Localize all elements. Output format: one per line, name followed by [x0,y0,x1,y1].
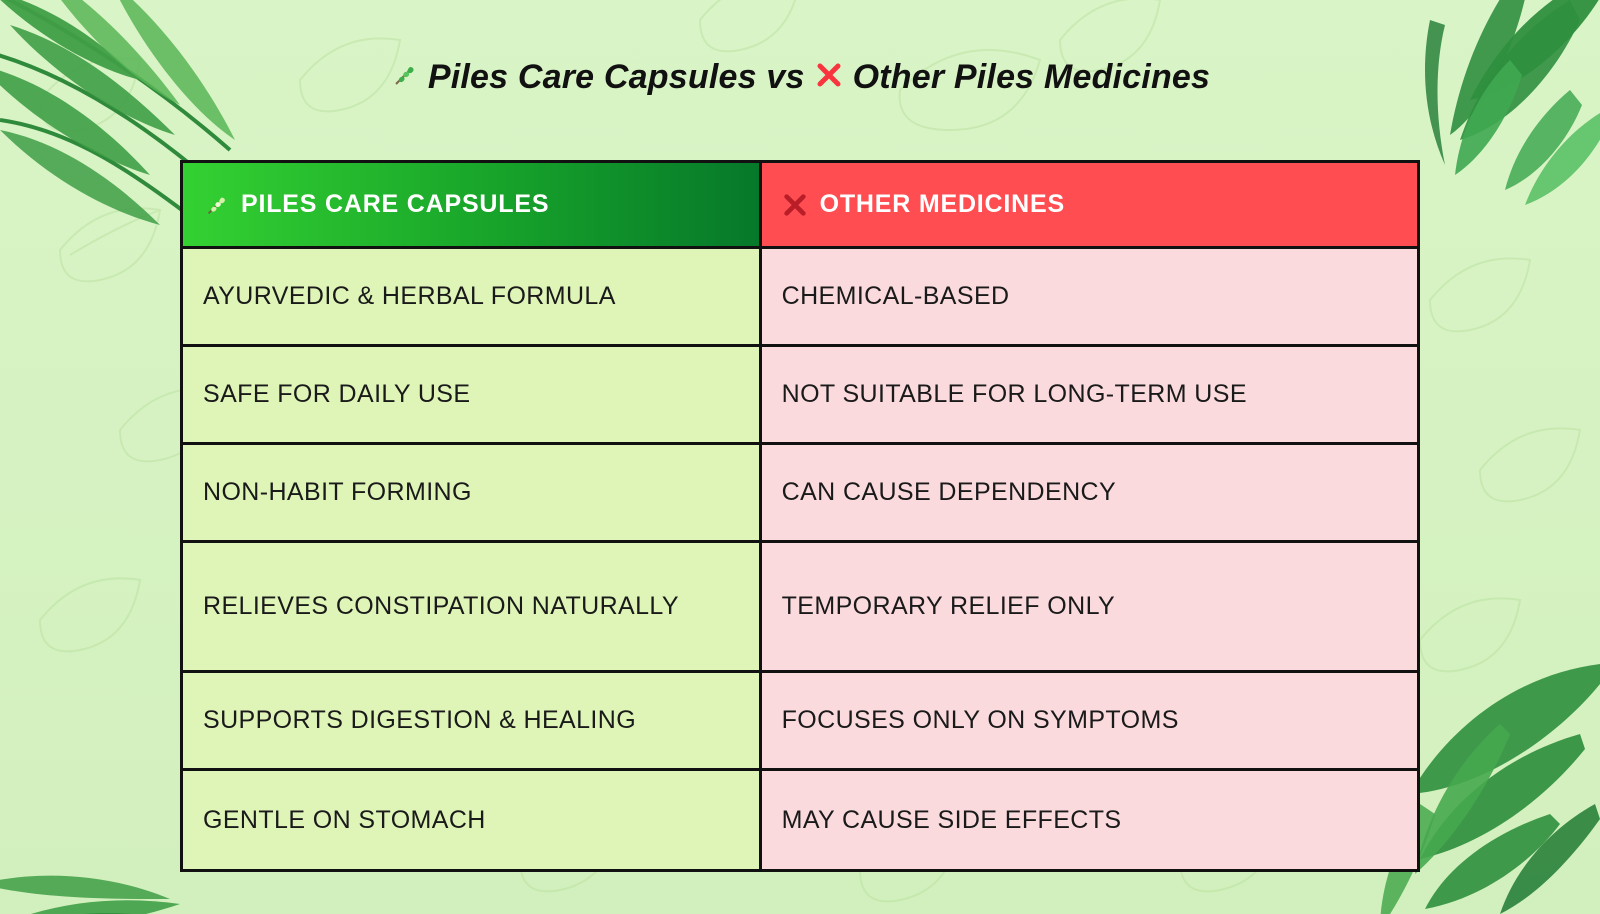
table-row [183,673,1417,771]
page-title-right: Other Piles Medicines [852,58,1211,96]
row-cell-left: NON-HABIT FORMING [183,445,762,543]
red-cross-mark-icon [782,192,808,218]
row-cell-left: SUPPORTS DIGESTION & HEALING [183,673,762,771]
row-cell-left: AYURVEDIC & HERBAL FORMULA [183,249,762,347]
header-label-right: OTHER MEDICINES [819,190,1065,218]
header-label-left: PILES CARE CAPSULES [241,190,550,218]
herb-sprig-icon [203,192,229,218]
row-cell-right: MAY CAUSE SIDE EFFECTS [762,771,1417,869]
comparison-table [180,160,1420,872]
row-cell-left: GENTLE ON STOMACH [183,771,762,869]
table-row [183,249,1417,347]
table-header-row [183,163,1417,249]
page-title-left: Piles Care Capsules vs [427,58,805,96]
row-cell-right: CHEMICAL-BASED [762,249,1417,347]
herb-sprig-icon [390,61,418,94]
table-row [183,771,1417,869]
row-cell-left: RELIEVES CONSTIPATION NATURALLY [183,543,762,673]
table-row [183,347,1417,445]
row-cell-left: SAFE FOR DAILY USE [183,347,762,445]
row-cell-right: FOCUSES ONLY ON SYMPTOMS [762,673,1417,771]
page-title [0,58,1600,97]
table-row [183,543,1417,673]
header-cell-piles-care-capsules [183,163,762,249]
row-cell-right: TEMPORARY RELIEF ONLY [762,543,1417,673]
red-cross-mark-icon [815,61,843,94]
header-cell-other-medicines [762,163,1417,249]
table-row [183,445,1417,543]
row-cell-right: NOT SUITABLE FOR LONG-TERM USE [762,347,1417,445]
row-cell-right: CAN CAUSE DEPENDENCY [762,445,1417,543]
